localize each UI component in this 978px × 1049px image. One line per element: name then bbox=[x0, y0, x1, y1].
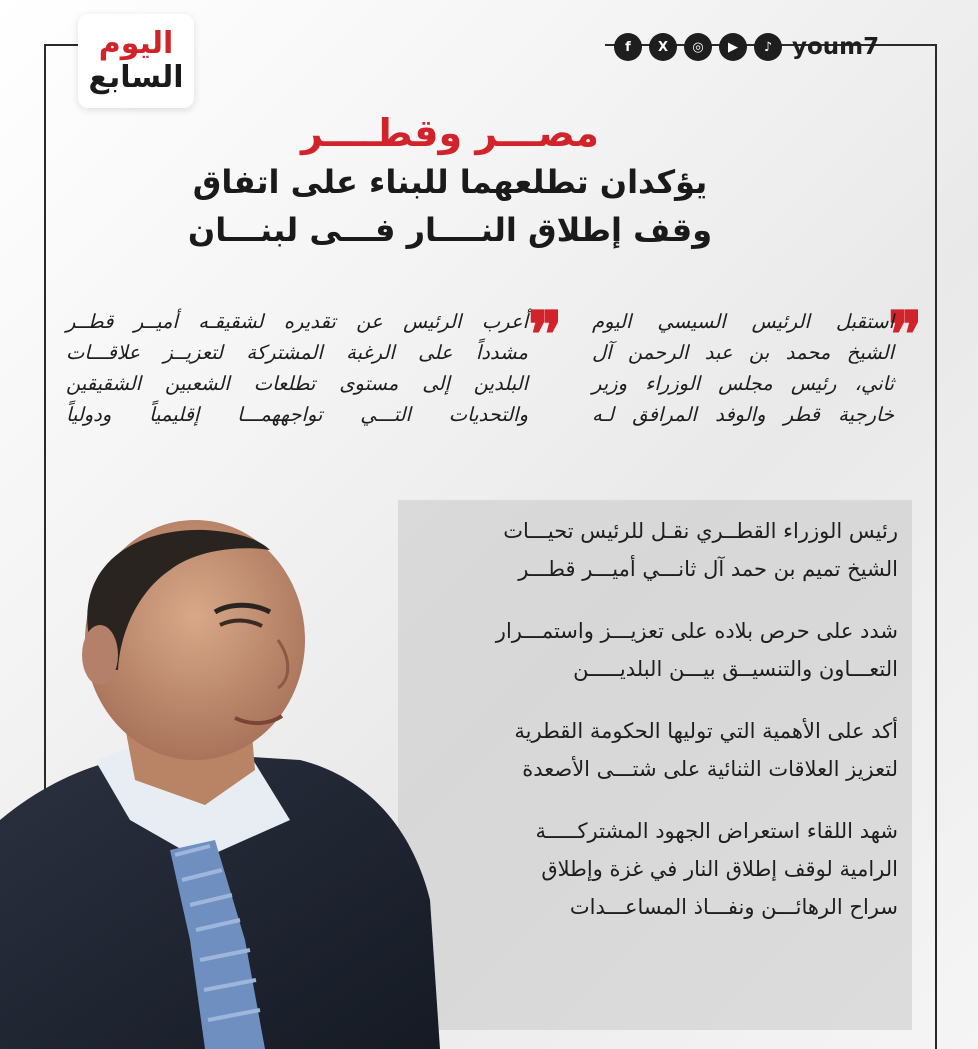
bullet-item bbox=[398, 612, 898, 688]
headline-line-2: يؤكدان تطلعهما للبناء على اتفاق bbox=[192, 163, 708, 201]
x-icon[interactable]: X bbox=[649, 33, 677, 61]
quote-right-line: خارجية قطر والوفد المرافق لـه bbox=[592, 403, 894, 426]
tiktok-icon[interactable]: ♪ bbox=[754, 33, 782, 61]
bullet-list bbox=[398, 512, 898, 950]
quote-right-line: الشيخ محمد بن عبد الرحمن آل bbox=[592, 341, 894, 364]
bullet-line: الشيخ تميم بن حمد آل ثانـــي أميـــر قطـــر bbox=[518, 557, 898, 581]
quote-left-line: أعرب الرئيس عن تقديره لشقيقـه أميــر قطــر bbox=[66, 310, 528, 333]
site-name[interactable]: youm7 bbox=[792, 34, 880, 60]
frame-line-right bbox=[935, 44, 937, 1049]
quote-left-line: والتحديات التـــي تواجههمـــا إقليمياً ودولياً bbox=[66, 403, 528, 426]
bullet-line: شهد اللقاء استعراض الجهود المشتركـــــة bbox=[535, 819, 898, 843]
youtube-icon[interactable]: ▶ bbox=[719, 33, 747, 61]
instagram-icon[interactable]: ◎ bbox=[684, 33, 712, 61]
headline bbox=[160, 108, 740, 254]
quote-left-line: مشدداً على الرغبة المشتركة لتعزيــز علاقـــات bbox=[66, 341, 528, 364]
quote-right-paragraph bbox=[592, 306, 894, 430]
portrait-illustration bbox=[0, 520, 440, 1049]
quote-right-line: ثاني، رئيس مجلس الوزراء وزير bbox=[592, 372, 894, 395]
bullet-line: الرامية لوقف إطلاق النار في غزة وإطلاق bbox=[541, 857, 898, 881]
youm7-logo[interactable] bbox=[78, 14, 194, 108]
bullet-line: التعـــاون والتنسيــق بيـــن البلديـــــن bbox=[573, 657, 898, 681]
bullet-line: سراح الرهائـــن ونفـــاذ المساعـــدات bbox=[569, 895, 898, 919]
frame-line-top-left bbox=[44, 44, 80, 46]
logo-line-1: اليوم bbox=[98, 26, 174, 61]
headline-line-3: وقف إطلاق النــــار فـــى لبنـــان bbox=[187, 211, 713, 249]
quote-mark-icon-left: ❞ bbox=[528, 298, 563, 373]
quote-right-line: استقبل الرئيس السيسي اليوم bbox=[592, 310, 894, 333]
bullet-item bbox=[398, 512, 898, 588]
quote-left-line: البلدين إلى مستوى تطلعات الشعبين الشقيقين bbox=[66, 372, 528, 395]
quote-mark-icon-right: ❞ bbox=[888, 298, 923, 373]
headline-title: مصـــر وقطــــر bbox=[301, 111, 599, 155]
bullet-line: شدد على حرص بلاده على تعزيـــز واستمـــرار bbox=[495, 619, 898, 643]
bullet-line: رئيس الوزراء القطــري نقـل للرئيس تحيـــات bbox=[503, 519, 898, 543]
social-bar bbox=[614, 30, 879, 64]
facebook-icon[interactable]: f bbox=[614, 33, 642, 61]
logo-line-2: السابع bbox=[88, 60, 184, 95]
bullet-item bbox=[398, 712, 898, 788]
bullet-line: لتعزيز العلاقات الثنائية على شتـــى الأصعدة bbox=[522, 757, 898, 781]
quote-left-paragraph bbox=[66, 306, 528, 430]
bullet-line: أكد على الأهمية التي توليها الحكومة القطرية bbox=[514, 719, 898, 743]
ear-shape bbox=[82, 625, 118, 685]
bullet-item bbox=[398, 812, 898, 926]
